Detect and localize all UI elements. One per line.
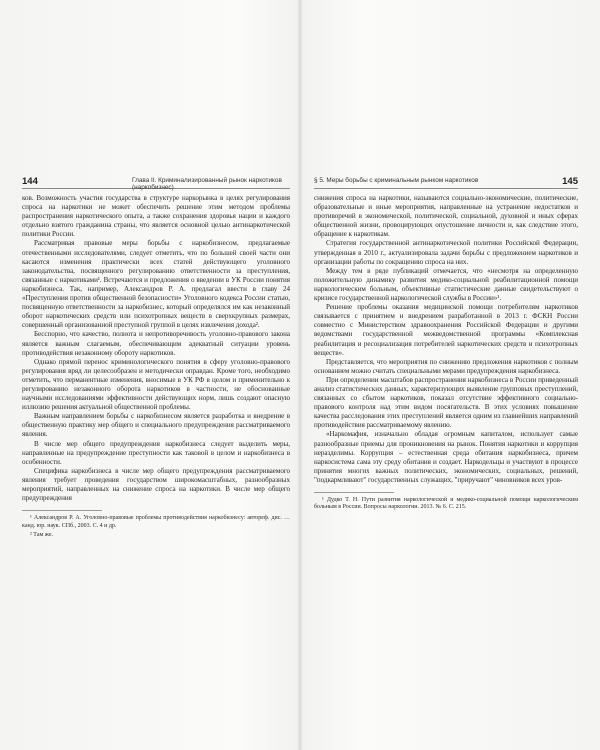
- page-number: 144: [22, 176, 38, 187]
- running-head: Глава II. Криминализированный рынок наркотиков (наркобизнес): [132, 177, 282, 191]
- paragraph: Представляется, что мероприятия по снижению предложения наркотиков с полным основанием можно считать специальными мерами предупреждения наркобизнеса.: [314, 357, 578, 375]
- paragraph: снижения спроса на наркотики, называются социально-экономические, политические, образовательные и иные мероприятия, направленные на устранение недостатков и противоречий в экономической, политической, социальной, духовной и иных сферах общественной жизни, провоцирующих опустошение личности и, как следствие этого, обращение к наркотикам.: [314, 194, 578, 239]
- left-footnotes: [22, 515, 290, 539]
- paragraph: Специфика наркобизнеса в числе мер общего предупреждения рассматриваемого явления требует проведения государством широкомасштабных, разнообразных мероприятий, направленных на снижение спроса на наркотики. В числе мер общего предупреждения: [22, 466, 290, 503]
- right-page-body: [314, 194, 578, 485]
- right-page: [314, 176, 578, 514]
- page-number: 145: [562, 176, 578, 187]
- paragraph: Однако прямой перенос криминологического понятия в сферу уголовно-правового регулирования вряд ли целесообразен и методически оправдан. Кроме того, необходимо отметить, что перманентные изменения, вносимые в УК РФ в целом и применительно к регулированию незаконного оборота наркотиков в частности, не обоснованные научными исследованиями эффективности действующих норм, лишь создают опасную иллюзию решения актуальной общественной проблемы.: [22, 357, 290, 412]
- footnote-divider: [22, 510, 102, 511]
- footnote-divider: [314, 492, 394, 493]
- paragraph: Стратегия государственной антинаркотической политики Российской Федерации, утвержденная в 2010 г., актуализировала задачи борьбы с предложением наркотиков и организации работы по сокращению спроса на них.: [314, 239, 578, 266]
- right-page-header: [314, 176, 578, 189]
- paragraph: ков. Возможность участия государства в структуре наркорынка в целях регулирования спроса на наркотики не может обеспечить решение этим методом проблемы распространения наркотического опыта, а также сохранения здоровья нации и каждого отдельно взятого гражданина страны, что является основной целью антинаркотической политики России.: [22, 194, 290, 239]
- left-page-header: [22, 176, 290, 189]
- footnote: ¹ Александров Р. А. Уголовно-правовые проблемы противодействия наркобизнесу: автореф. дис. … канд. юр. наук. СПб., 2003. С. 4 и др.: [22, 515, 290, 529]
- paragraph: Решение проблемы оказания медицинской помощи потребителям наркотиков связывается с принятием и внедрением разработанной в 2013 г. ФСКН России совместно с Министерством здравоохранения Российской Федерации и другими ведомствами государственной межведомственной программы «Комплексная реабилитация и ресоциализация потребителей наркотических средств и психотропных веществ».: [314, 303, 578, 357]
- paragraph: Рассматривая правовые меры борьбы с наркобизнесом, предлагаемые отечественными исследователями, следует отметить, что по большей своей части они касаются изменения практически всех статей действующего уголовного законодательства, посвященного регулированию ответственности за преступления, связанные с наркотиками¹. Встречаются и предложения о введении в УК России понятия наркобизнеса. Так, например, Александров Р. А. предлагал ввести в главу 24 «Преступления против общественной безопасности» Уголовного кодекса России статью, посвященную ответственности за наркобизнес, который определялся им как незаконный оборот наркотических средств или психотропных веществ в сверхкрупных размерах, совершенный организованной преступной группой в целях извлечения дохода².: [22, 239, 290, 330]
- left-page-body: [22, 194, 290, 503]
- running-head: § 5. Меры борьбы с криминальным рынком наркотиков: [314, 177, 479, 184]
- paragraph: В числе мер общего предупреждения наркобизнеса следует выделить меры, направленные на предупреждение преступности как таковой в целом и наркобизнеса в особенности.: [22, 439, 290, 466]
- paragraph: Важным направлением борьбы с наркобизнесом является разработка и внедрение в общественную практику мер общего и специального предупреждения рассматриваемого явления.: [22, 412, 290, 439]
- paragraph: Бесспорно, что качество, полнота и непротиворечивость уголовно-правового закона является важным слагаемым, обеспечивающим адекватный ситуации уровень противодействия незаконному обороту наркотиков.: [22, 330, 290, 357]
- right-footnotes: [314, 497, 578, 512]
- paragraph: При определении масштабов распространения наркобизнеса в России приведенный анализ статистических данных, характеризующих выявление групповых преступлений, связанных со сбытом наркотиков, показал отсутствие эффективного социально-правового контроля над этим видом посягательств. В этих условиях повышение качества расследования этих преступлений является одним из главнейших направлений противодействия рассматриваемому явлению.: [314, 375, 578, 430]
- footnote: ² Там же.: [30, 532, 54, 538]
- footnote: ¹ Дудко Т. Н. Пути развития наркологической и медико-социальной помощи наркологическим больным в России. Вопросы наркологии. 2013. № 6. С. 215.: [314, 497, 578, 511]
- paragraph: Между тем в ряде публикаций отмечается, что «несмотря на определенную положительную динамику развития медико-социальной реабилитационной помощи наркологическим больным, объективные статистические данные свидетельствуют о кризисе государственной наркологической службы в России»¹.: [314, 266, 578, 303]
- left-page: [22, 176, 290, 541]
- paragraph: «Наркомафия, изначально обладая огромным капиталом, использует самые разнообразные приемы для проникновения на рынок. Понятия наркотики и коррупция неразделимы. Коррупция – естественная среда обитания наркобизнеса, причем наркосистема сама эту среду обитания и создает. Наркодельцы и участвуют в процессе принятия многих важных политических, экономических, социальных, решений, "подкармливают" государственных служащих, "приручают" чиновников всех уров-: [314, 430, 578, 484]
